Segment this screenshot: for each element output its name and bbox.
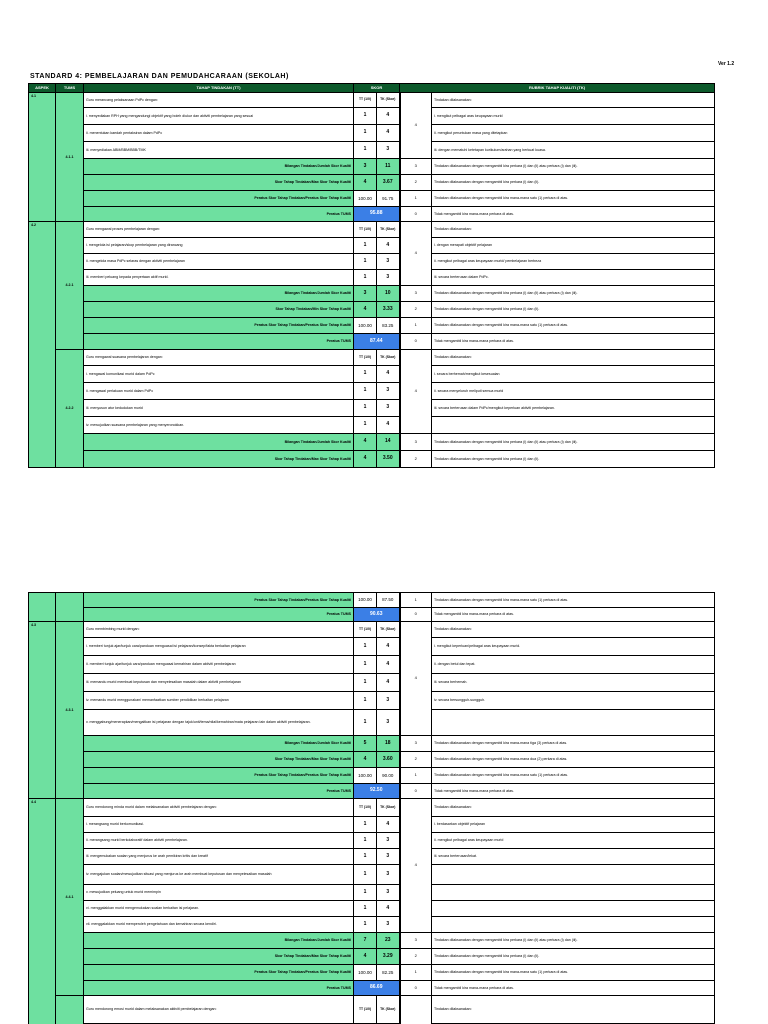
peratus-skor-tk: 91.75	[377, 191, 400, 207]
table-row	[29, 849, 715, 865]
bilangan-label: Bilangan Tindakan/Jumlah Skor Kualiti	[84, 159, 354, 175]
tk-label: TK (Skor)	[377, 622, 400, 638]
rubric-text: Tindakan dilaksanakan:	[432, 350, 715, 366]
table-row	[29, 622, 715, 638]
skor-tahap-tt: 4	[354, 175, 377, 191]
rubric-score: 4	[400, 350, 432, 434]
table-header-row	[29, 84, 715, 93]
peratus-skor-tk: 87.50	[377, 593, 400, 608]
rubric-text: Tindakan dilaksanakan:	[432, 799, 715, 817]
tt-item[interactable]: iii. menyusun atur kedudukan murid	[84, 400, 354, 417]
rubric-score: 2	[400, 302, 432, 318]
bilangan-tk: 23	[377, 933, 400, 949]
bilangan-label: Bilangan Tindakan/Jumlah Skor Kualiti	[84, 736, 354, 752]
rubric-text: i. dengan merapati objektif pelajaran	[432, 238, 715, 254]
rubric-score: 1	[400, 768, 432, 784]
peratus-tums-value: 92.50	[354, 784, 400, 799]
version-label: Ver 1.2	[718, 61, 735, 67]
peratus-skor-tt: 100.00	[354, 191, 377, 207]
bilangan-label: Bilangan Tindakan/Jumlah Skor Kualiti	[84, 434, 354, 451]
tk-value[interactable]: 4	[377, 638, 400, 656]
table-row	[29, 142, 715, 159]
table-row	[29, 417, 715, 434]
tk-label: TK (Skor)	[377, 93, 400, 108]
tt-item[interactable]: iv. mewujudkan suasana pembelajaran yang menyeronokkan.	[84, 417, 354, 434]
tk-value[interactable]: 3	[377, 383, 400, 400]
tk-label: TK (Skor)	[377, 222, 400, 238]
rubric-text: Tindakan dilaksanakan:	[432, 222, 715, 238]
rubric-text: Tindakan dilaksanakan dengan mengambil kira perkara (i) dan (ii) atau perkara (i) dan (iii).	[432, 434, 715, 451]
peratus-tums-value: 86.69	[354, 981, 400, 996]
tk-value[interactable]: 4	[377, 108, 400, 125]
tk-value[interactable]: 4	[377, 674, 400, 692]
rubric-score: 1	[400, 593, 432, 608]
table-row	[29, 736, 715, 752]
aspek-cell: 4.3	[29, 622, 56, 799]
peratus-tums-label: Peratus TUMS	[84, 784, 354, 799]
tk-value[interactable]: 3	[377, 885, 400, 901]
table-row	[29, 965, 715, 981]
rubric-text: iii. secara berterusan dalam PdPc/mengikut keperluan aktiviti pembelajaran.	[432, 400, 715, 417]
table-row	[29, 885, 715, 901]
tt-intro: Guru mengawal proses pembelajaran dengan:	[84, 222, 354, 238]
tt-value[interactable]: 1	[354, 254, 377, 270]
tums-cell: 4.3.1	[56, 622, 84, 799]
tt-item[interactable]: ii. mengawal perlakuan murid dalam PdPc	[84, 383, 354, 400]
rubric-score: 1	[400, 318, 432, 334]
table-row	[29, 933, 715, 949]
table-row	[29, 318, 715, 334]
tk-value[interactable]: 3	[377, 692, 400, 710]
table-row	[29, 799, 715, 817]
rubric-text: i. mengikut keperluan/pelbagai aras keupayaan murid.	[432, 638, 715, 656]
table-row	[29, 996, 715, 1024]
table-row	[29, 159, 715, 175]
rubric-text: Tindakan dilaksanakan dengan mengambil kira perkara (i) dan (ii) atau perkara (i) dan (iii).	[432, 159, 715, 175]
rubric-score: 0	[400, 207, 432, 222]
tk-value[interactable]: 3	[377, 400, 400, 417]
peratus-tums-value: 95.88	[354, 207, 400, 222]
tk-label: TK (Skor)	[377, 799, 400, 817]
header-skor: SKOR	[354, 84, 400, 93]
table-row	[29, 638, 715, 656]
table-row	[29, 710, 715, 736]
tk-value[interactable]: 3	[377, 254, 400, 270]
peratus-skor-tt: 100.00	[354, 593, 377, 608]
rubric-text: Tidak mengambil kira mana-mana perkara di atas.	[432, 784, 715, 799]
table-row	[29, 270, 715, 286]
table-row	[29, 692, 715, 710]
rubric-text: Tindakan dilaksanakan dengan mengambil kira perkara (i) dan (ii).	[432, 451, 715, 468]
peratus-skor-label: Peratus Skor Tahap Tindakan/Peratus Skor Tahap Kualiti	[84, 593, 354, 608]
table-row	[29, 451, 715, 468]
table-row	[29, 108, 715, 125]
rubric-text: Tindakan dilaksanakan:	[432, 93, 715, 108]
skor-tahap-label: Skor Tahap Tindakan/Max Skor Tahap Kualiti	[84, 949, 354, 965]
rubric-text: Tindakan dilaksanakan:	[432, 622, 715, 638]
table-row	[29, 93, 715, 108]
skor-tahap-tt: 4	[354, 451, 377, 468]
table-row	[29, 656, 715, 674]
tk-value[interactable]: 3	[377, 917, 400, 933]
tt-item[interactable]: iv. memandu murid menggunakan/ memanfaatkan sumber pendidikan berkaitan pelajaran	[84, 692, 354, 710]
rubric-score: 3	[400, 434, 432, 451]
tt-value[interactable]: 1	[354, 901, 377, 917]
rubric-score: 1	[400, 191, 432, 207]
header-aspek: ASPEK	[29, 84, 56, 93]
table-row	[29, 334, 715, 350]
skor-tahap-tt: 4	[354, 949, 377, 965]
tt-value[interactable]: 1	[354, 865, 377, 885]
table-row	[29, 302, 715, 318]
tt-item[interactable]: iv. mengajukan soalan/mewujudkan situasi yang menjurus ke arah membuat keputusan dan menyelesaikan masalah	[84, 865, 354, 885]
header-rubrik: RUBRIK TAHAP KUALITI (TK)	[400, 84, 715, 93]
table-row	[29, 400, 715, 417]
tk-value[interactable]: 3	[377, 270, 400, 286]
rubric-text: i. secara berhemah/mengikut kesesuaian	[432, 366, 715, 383]
tt-item[interactable]: i. mengelola isi pelajaran/skop pembelajaran yang dirancang	[84, 238, 354, 254]
tt-item[interactable]: vi. menggalakkan murid mengemukakan soalan berkaitan isi pelajaran.	[84, 901, 354, 917]
rubric-score: 3	[400, 286, 432, 302]
tt-label: TT (1/0)	[354, 93, 377, 108]
tums-cell: 4.2.1	[56, 222, 84, 350]
rubric-score: 0	[400, 334, 432, 350]
tk-label: TK (Skor)	[377, 350, 400, 366]
table-row	[29, 350, 715, 366]
tk-value[interactable]: 3	[377, 710, 400, 736]
peratus-skor-tt: 100.00	[354, 965, 377, 981]
header-tums: TUMS	[56, 84, 84, 93]
peratus-skor-tt: 100.00	[354, 768, 377, 784]
table-row	[29, 752, 715, 768]
table-row	[29, 817, 715, 833]
rubric-text: Tindakan dilaksanakan dengan mengambil kira mana-mana tiga (3) perkara di atas.	[432, 736, 715, 752]
skor-tahap-tk: 3.29	[377, 949, 400, 965]
skor-tahap-label: Skor Tahap Tindakan/Max Skor Tahap Kualiti	[84, 752, 354, 768]
rubric-score: 4	[400, 622, 432, 736]
table-row	[29, 901, 715, 917]
tk-value[interactable]: 4	[377, 656, 400, 674]
tt-value[interactable]: 1	[354, 383, 377, 400]
peratus-tums-label: Peratus TUMS	[84, 981, 354, 996]
tt-value[interactable]: 1	[354, 366, 377, 383]
tt-value[interactable]: 1	[354, 849, 377, 865]
table-row	[29, 238, 715, 254]
tk-value[interactable]: 4	[377, 366, 400, 383]
bilangan-tk: 11	[377, 159, 400, 175]
tt-value[interactable]: 1	[354, 270, 377, 286]
tk-value[interactable]: 4	[377, 817, 400, 833]
peratus-skor-label: Peratus Skor Tahap Tindakan/Peratus Skor Tahap Kualiti	[84, 768, 354, 784]
aspek-cell: 4.2	[29, 222, 56, 468]
tt-value[interactable]: 1	[354, 817, 377, 833]
tt-intro: Guru membimbing murid dengan:	[84, 622, 354, 638]
tt-intro: Guru mendorong emosi murid dalam melaksanakan aktiviti pembelajaran dengan:	[84, 996, 354, 1024]
tt-item[interactable]: v. mewujudkan peluang untuk murid memimpin	[84, 885, 354, 901]
tt-value[interactable]: 1	[354, 917, 377, 933]
tt-value[interactable]: 1	[354, 833, 377, 849]
tt-item[interactable]: i. mengawal komunikasi murid dalam PdPc	[84, 366, 354, 383]
rubric-score: 2	[400, 949, 432, 965]
header-tahap: TAHAP TINDAKAN (TT)	[84, 84, 354, 93]
peratus-skor-label: Peratus Skor Tahap Tindakan/Peratus Skor Tahap Kualiti	[84, 191, 354, 207]
tk-label: TK (Skor)	[377, 996, 400, 1024]
tt-item[interactable]: ii. mengelola masa PdPc selaras dengan aktiviti pembelajaran	[84, 254, 354, 270]
table-row	[29, 383, 715, 400]
rubric-text: Tindakan dilaksanakan dengan mengambil kira mana-mana satu (1) perkara di atas.	[432, 965, 715, 981]
rubric-text: ii. mengikut pelbagai aras keupayaan murid/ pembelajaran berbeza	[432, 254, 715, 270]
tt-value[interactable]: 1	[354, 108, 377, 125]
peratus-skor-label: Peratus Skor Tahap Tindakan/Peratus Skor Tahap Kualiti	[84, 965, 354, 981]
bilangan-tt: 7	[354, 933, 377, 949]
tt-value[interactable]: 1	[354, 692, 377, 710]
peratus-tums-label: Peratus TUMS	[84, 207, 354, 222]
tk-value[interactable]: 4	[377, 901, 400, 917]
rubric-table-page-2	[28, 592, 715, 1024]
tt-value[interactable]: 1	[354, 885, 377, 901]
tk-value[interactable]: 3	[377, 865, 400, 885]
table-row	[29, 191, 715, 207]
rubric-text: iii. secara berterusan dalam PdPc.	[432, 270, 715, 286]
rubric-score: 4	[400, 799, 432, 933]
rubric-score: 3	[400, 159, 432, 175]
rubric-text: Tidak mengambil kira mana-mana perkara di atas.	[432, 334, 715, 350]
rubric-score: 3	[400, 736, 432, 752]
rubric-text: ii. secara menyeluruh meliputi semua murid	[432, 383, 715, 400]
aspek-cell: 4.1	[29, 93, 56, 222]
bilangan-tk: 18	[377, 736, 400, 752]
table-row	[29, 175, 715, 191]
rubric-text: ii. mengikut peruntukan masa yang ditetapkan	[432, 125, 715, 142]
rubric-score: 0	[400, 608, 432, 622]
peratus-tums-value: 90.63	[354, 608, 400, 622]
bilangan-tk: 10	[377, 286, 400, 302]
peratus-tums-value: 87.44	[354, 334, 400, 350]
peratus-skor-tt: 100.00	[354, 318, 377, 334]
rubric-text: ii. mengikut pelbagai aras keupayaan murid	[432, 833, 715, 849]
bilangan-tt: 5	[354, 736, 377, 752]
rubric-score: 4	[400, 93, 432, 159]
rubric-text: Tidak mengambil kira mana-mana perkara di atas.	[432, 608, 715, 622]
peratus-skor-tk: 82.25	[377, 965, 400, 981]
bilangan-label: Bilangan Tindakan/Jumlah Skor Kualiti	[84, 286, 354, 302]
peratus-skor-tk: 90.00	[377, 768, 400, 784]
table-row	[29, 222, 715, 238]
tt-item[interactable]: iii. memberi peluang kepada penyertaan aktif murid.	[84, 270, 354, 286]
tt-intro: Guru mengawal suasana pembelajaran dengan:	[84, 350, 354, 366]
tt-value[interactable]: 1	[354, 638, 377, 656]
tt-value[interactable]: 1	[354, 238, 377, 254]
table-row	[29, 207, 715, 222]
rubric-text: i. mengikut pelbagai aras keupayaan murid	[432, 108, 715, 125]
bilangan-tt: 3	[354, 159, 377, 175]
rubric-text: Tindakan dilaksanakan dengan mengambil kira perkara (i) dan (ii).	[432, 949, 715, 965]
rubric-table-page-1	[28, 83, 715, 468]
tt-value[interactable]: 1	[354, 142, 377, 159]
tt-intro: Guru mendorong minda murid dalam melaksanakan aktiviti pembelajaran dengan:	[84, 799, 354, 817]
tk-value[interactable]: 4	[377, 238, 400, 254]
rubric-text: Tindakan dilaksanakan dengan mengambil kira perkara (i) dan (ii) atau perkara (i) dan (iii).	[432, 933, 715, 949]
tk-value[interactable]: 3	[377, 833, 400, 849]
tt-value[interactable]: 1	[354, 656, 377, 674]
tt-value[interactable]: 1	[354, 710, 377, 736]
rubric-text: Tindakan dilaksanakan dengan mengambil kira mana-mana satu (1) perkara di atas.	[432, 768, 715, 784]
tt-item[interactable]: i. menyediakan RPH yang mengandungi objektif yang boleh diukur dan aktiviti pembelajaran yang sesuai	[84, 108, 354, 125]
skor-tahap-tk: 3.33	[377, 302, 400, 318]
tk-value[interactable]: 3	[377, 849, 400, 865]
skor-tahap-label: Skor Tahap Tindakan/Max Skor Tahap Kualiti	[84, 451, 354, 468]
skor-tahap-tk: 3.50	[377, 451, 400, 468]
rubric-score: 0	[400, 981, 432, 996]
aspek-cell: 4.4	[29, 799, 56, 1024]
skor-tahap-label: Skor Tahap Tindakan/Min Skor Tahap Kualiti	[84, 302, 354, 318]
rubric-text: Tindakan dilaksanakan dengan mengambil kira mana-mana satu (1) perkara di atas.	[432, 191, 715, 207]
rubric-text: Tindakan dilaksanakan dengan mengambil kira perkara (i) dan (ii).	[432, 175, 715, 191]
rubric-text: iv. secara bersungguh-sungguh.	[432, 692, 715, 710]
table-row	[29, 254, 715, 270]
rubric-text: Tindakan dilaksanakan dengan mengambil kira perkara (i) dan (ii).	[432, 302, 715, 318]
table-row	[29, 768, 715, 784]
rubric-score: 2	[400, 752, 432, 768]
skor-tahap-tt: 4	[354, 752, 377, 768]
table-row	[29, 784, 715, 799]
rubric-text: Tindakan dilaksanakan:	[432, 996, 715, 1024]
tt-item[interactable]: iii. menyediakan ABM/BBM/BBB/TMK	[84, 142, 354, 159]
tt-item[interactable]: iii. memandu murid membuat keputusan dan menyelesaikan masalah dalam aktiviti pembelajaran	[84, 674, 354, 692]
tt-value[interactable]: 1	[354, 417, 377, 434]
peratus-tums-label: Peratus TUMS	[84, 334, 354, 350]
rubric-text: Tindakan dilaksanakan dengan mengambil kira mana-mana satu (1) perkara di atas.	[432, 318, 715, 334]
tt-value[interactable]: 1	[354, 125, 377, 142]
rubric-score: 2	[400, 451, 432, 468]
tk-value[interactable]: 4	[377, 417, 400, 434]
rubric-score: 4	[400, 222, 432, 286]
tt-item[interactable]: ii. merangsang murid berkolaboratif dalam aktiviti pembelajaran.	[84, 833, 354, 849]
rubric-text: iii. dengan mematuhi ketetapan kurikulum/arahan yang berkuat kuasa.	[432, 142, 715, 159]
table-row	[29, 434, 715, 451]
tums-cell: 4.4.1	[56, 799, 84, 996]
rubric-score: 3	[400, 933, 432, 949]
tums-cell: 4.2.2	[56, 350, 84, 468]
tt-item[interactable]: i. memberi tunjuk ajar/tunjuk cara/panduan menguasai isi pelajaran/konsep/fakta berkaitan pelajaran	[84, 638, 354, 656]
tt-item[interactable]: v. menggabung/menerapkan/mengaitkan isi pelajaran dengan tajuk/unit/tema/nilai/kemahiran/mata pelajaran lain dalam aktiviti pembelajaran.	[84, 710, 354, 736]
tk-value[interactable]: 4	[377, 125, 400, 142]
table-row	[29, 865, 715, 885]
skor-tahap-tk: 3.67	[377, 175, 400, 191]
tums-cell: 4.1.1	[56, 93, 84, 222]
table-row	[29, 981, 715, 996]
bilangan-tk: 14	[377, 434, 400, 451]
tt-label: TT (1/0)	[354, 222, 377, 238]
tt-label: TT (1/0)	[354, 622, 377, 638]
rubric-text: ii. dengan betul dan tepat.	[432, 656, 715, 674]
table-row	[29, 366, 715, 383]
rubric-text: i. berdasarkan objektif pelajaran	[432, 817, 715, 833]
standard-title: STANDARD 4: PEMBELAJARAN DAN PEMUDAHCARAAN (SEKOLAH)	[30, 73, 289, 80]
rubric-text: Tindakan dilaksanakan dengan mengambil kira mana-mana satu (1) perkara di atas.	[432, 593, 715, 608]
table-row	[29, 674, 715, 692]
skor-tahap-label: Skor Tahap Tindakan/Max Skor Tahap Kualiti	[84, 175, 354, 191]
rubric-text: Tidak mengambil kira mana-mana perkara di atas.	[432, 207, 715, 222]
tt-intro: Guru merancang pelaksanaan PdPc dengan:	[84, 93, 354, 108]
peratus-skor-tk: 83.25	[377, 318, 400, 334]
rubric-text: Tidak mengambil kira mana-mana perkara di atas.	[432, 981, 715, 996]
tt-item[interactable]: i. merangsang murid berkomunikasi.	[84, 817, 354, 833]
table-row	[29, 125, 715, 142]
tk-value[interactable]: 3	[377, 142, 400, 159]
bilangan-tt: 4	[354, 434, 377, 451]
tt-label: TT (1/0)	[354, 996, 377, 1024]
bilangan-tt: 3	[354, 286, 377, 302]
rubric-score: 2	[400, 175, 432, 191]
peratus-skor-label: Peratus Skor Tahap Tindakan/Peratus Skor Tahap Kualiti	[84, 318, 354, 334]
tt-item[interactable]: vii. menggalakkan murid memperoleh pengetahuan dan kemahiran secara kendiri.	[84, 917, 354, 933]
tt-label: TT (1/0)	[354, 350, 377, 366]
rubric-text: Tindakan dilaksanakan dengan mengambil kira perkara (i) dan (ii) atau perkara (i) dan (iii).	[432, 286, 715, 302]
peratus-tums-label: Peratus TUMS	[84, 608, 354, 622]
tt-label: TT (1/0)	[354, 799, 377, 817]
bilangan-label: Bilangan Tindakan/Jumlah Skor Kualiti	[84, 933, 354, 949]
table-row	[29, 949, 715, 965]
table-row	[29, 833, 715, 849]
rubric-text: Tindakan dilaksanakan dengan mengambil kira mana-mana dua (2) perkara di atas.	[432, 752, 715, 768]
rubric-text: iii. secara berterusan/lekat.	[432, 849, 715, 865]
skor-tahap-tt: 4	[354, 302, 377, 318]
table-row	[29, 286, 715, 302]
tt-item[interactable]: ii. memberi tunjuk ajar/tunjuk cara/panduan menguasai kemahiran dalam aktiviti pembelajaran	[84, 656, 354, 674]
table-row	[29, 593, 715, 608]
table-row	[29, 917, 715, 933]
tt-value[interactable]: 1	[354, 400, 377, 417]
tt-value[interactable]: 1	[354, 674, 377, 692]
table-row	[29, 608, 715, 622]
tt-item[interactable]: ii. menentukan kaedah pentaksiran dalam PdPc	[84, 125, 354, 142]
tt-item[interactable]: iii. mengemukakan soalan yang menjurus ke arah pemikiran kritis dan kreatif	[84, 849, 354, 865]
rubric-score: 0	[400, 784, 432, 799]
rubric-text: iii. secara berhemah.	[432, 674, 715, 692]
rubric-score: 1	[400, 965, 432, 981]
skor-tahap-tk: 3.60	[377, 752, 400, 768]
